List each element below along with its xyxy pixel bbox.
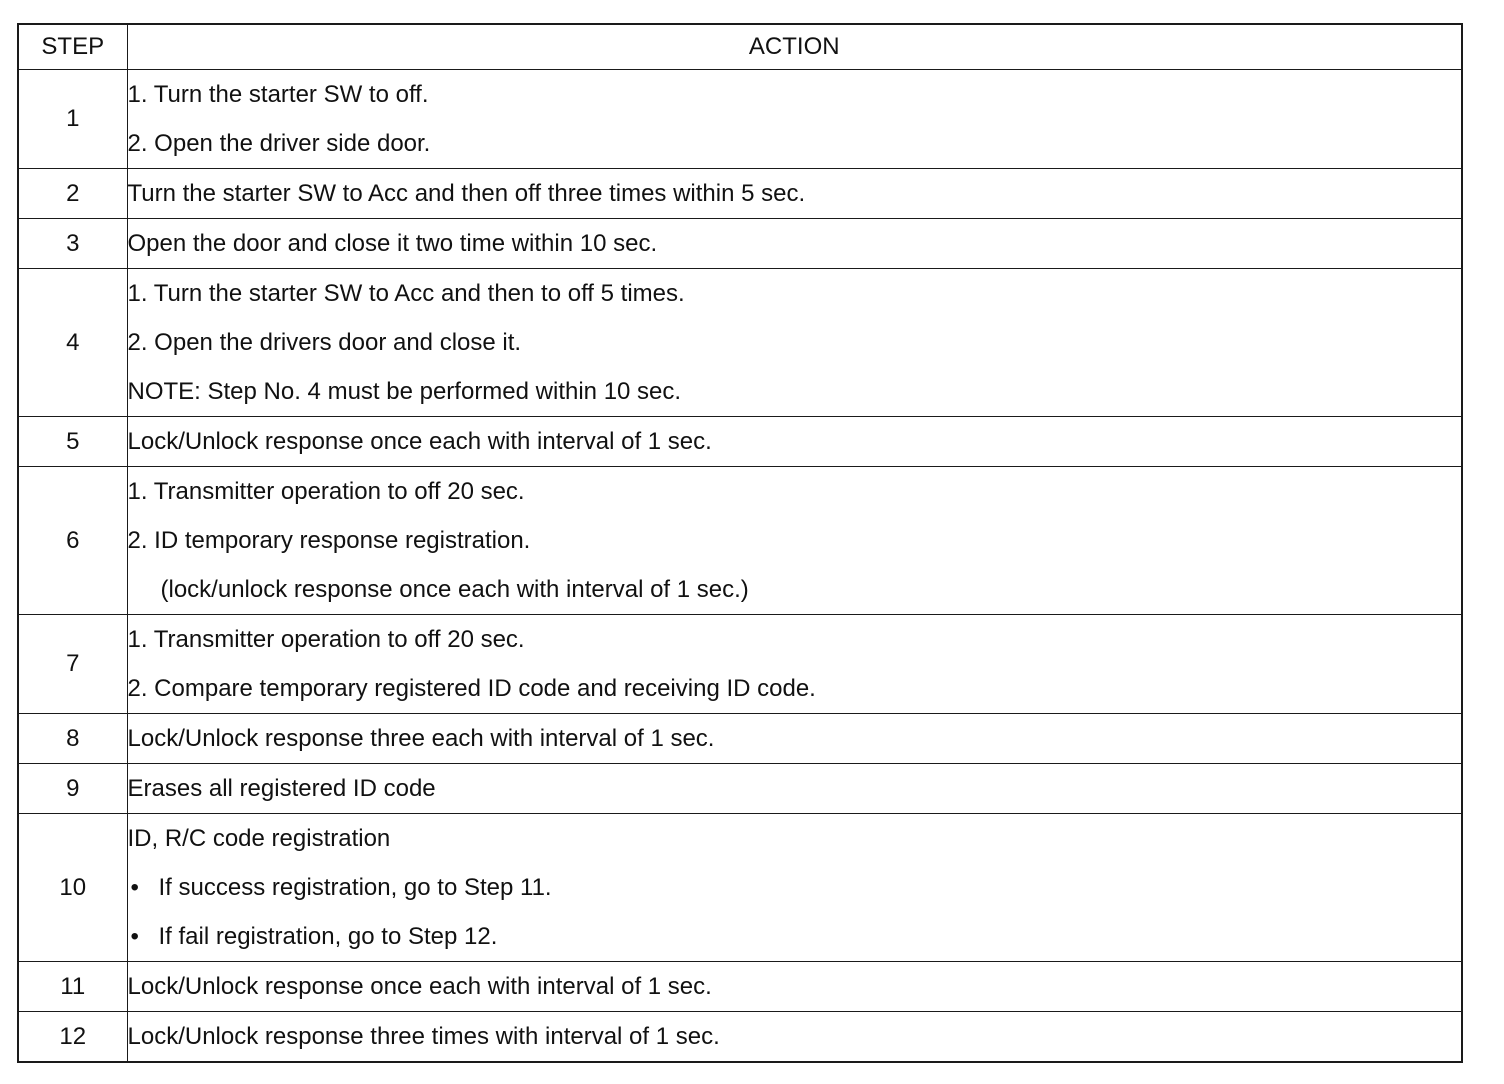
- step-number: 12: [18, 1012, 127, 1063]
- table-row: [18, 764, 1462, 814]
- action-cell: [127, 417, 1462, 467]
- step-number: 11: [18, 962, 127, 1012]
- action-cell: [127, 269, 1462, 417]
- action-cell: [127, 814, 1462, 962]
- action-line: 2. Open the drivers door and close it.: [127, 329, 522, 356]
- table-row: [18, 417, 1462, 467]
- action-cell: [127, 714, 1462, 764]
- table-row: [18, 467, 1462, 615]
- action-line: NOTE: Step No. 4 must be performed within 10 sec.: [127, 378, 682, 405]
- table-row: [18, 1012, 1462, 1063]
- table-row: [18, 219, 1462, 269]
- action-line: 1. Transmitter operation to off 20 sec.: [127, 478, 525, 505]
- step-number: 9: [18, 764, 127, 814]
- action-cell: [127, 70, 1462, 169]
- action-line: 1. Turn the starter SW to off.: [127, 81, 429, 108]
- step-number: 3: [18, 219, 127, 269]
- table-body: [18, 70, 1462, 1063]
- table-row: [18, 962, 1462, 1012]
- action-cell: [127, 764, 1462, 814]
- action-line: Lock/Unlock response three each with interval of 1 sec.: [127, 725, 715, 752]
- step-number: 4: [18, 269, 127, 417]
- action-line: 2. Compare temporary registered ID code and receiving ID code.: [127, 675, 816, 702]
- step-number: 8: [18, 714, 127, 764]
- table-row: [18, 714, 1462, 764]
- action-cell: [127, 615, 1462, 714]
- action-line: Erases all registered ID code: [127, 775, 436, 802]
- table-row: [18, 70, 1462, 169]
- action-line: 2. Open the driver side door.: [127, 130, 431, 157]
- action-line-text: If success registration, go to Step 11.: [158, 874, 552, 901]
- action-cell: [127, 169, 1462, 219]
- action-line: Lock/Unlock response three times with interval of 1 sec.: [127, 1023, 720, 1050]
- action-line: 2. ID temporary response registration.: [127, 527, 531, 554]
- step-column-header: STEP: [18, 24, 127, 70]
- action-cell: [127, 962, 1462, 1012]
- bullet-line: [128, 912, 1462, 961]
- step-number: 2: [18, 169, 127, 219]
- action-line: 1. Turn the starter SW to Acc and then to off 5 times.: [127, 280, 685, 307]
- action-cell: [127, 219, 1462, 269]
- step-number: 7: [18, 615, 127, 714]
- action-cell: [127, 1012, 1462, 1063]
- action-line: Lock/Unlock response once each with interval of 1 sec.: [127, 973, 712, 1000]
- table-row: [18, 615, 1462, 714]
- table-row: [18, 814, 1462, 962]
- action-line: 1. Transmitter operation to off 20 sec.: [127, 626, 525, 653]
- procedure-table: [17, 23, 1463, 1063]
- table-row: [18, 169, 1462, 219]
- action-line: ID, R/C code registration: [127, 825, 391, 852]
- bullet-line: [128, 863, 1462, 912]
- procedure-table-container: [17, 23, 1461, 1063]
- bullet-icon: •: [130, 923, 139, 950]
- step-number: 1: [18, 70, 127, 169]
- action-line: Lock/Unlock response once each with interval of 1 sec.: [127, 428, 712, 455]
- table-row: [18, 269, 1462, 417]
- step-number: 6: [18, 467, 127, 615]
- action-line: Open the door and close it two time within 10 sec.: [127, 230, 658, 257]
- action-line-text: If fail registration, go to Step 12.: [158, 923, 498, 950]
- action-cell: [127, 467, 1462, 615]
- action-column-header: ACTION: [127, 24, 1462, 70]
- step-number: 10: [18, 814, 127, 962]
- bullet-icon: •: [130, 874, 139, 901]
- header-row: [18, 24, 1462, 70]
- action-line: Turn the starter SW to Acc and then off three times within 5 sec.: [127, 180, 806, 207]
- action-line: (lock/unlock response once each with interval of 1 sec.): [160, 576, 749, 603]
- step-number: 5: [18, 417, 127, 467]
